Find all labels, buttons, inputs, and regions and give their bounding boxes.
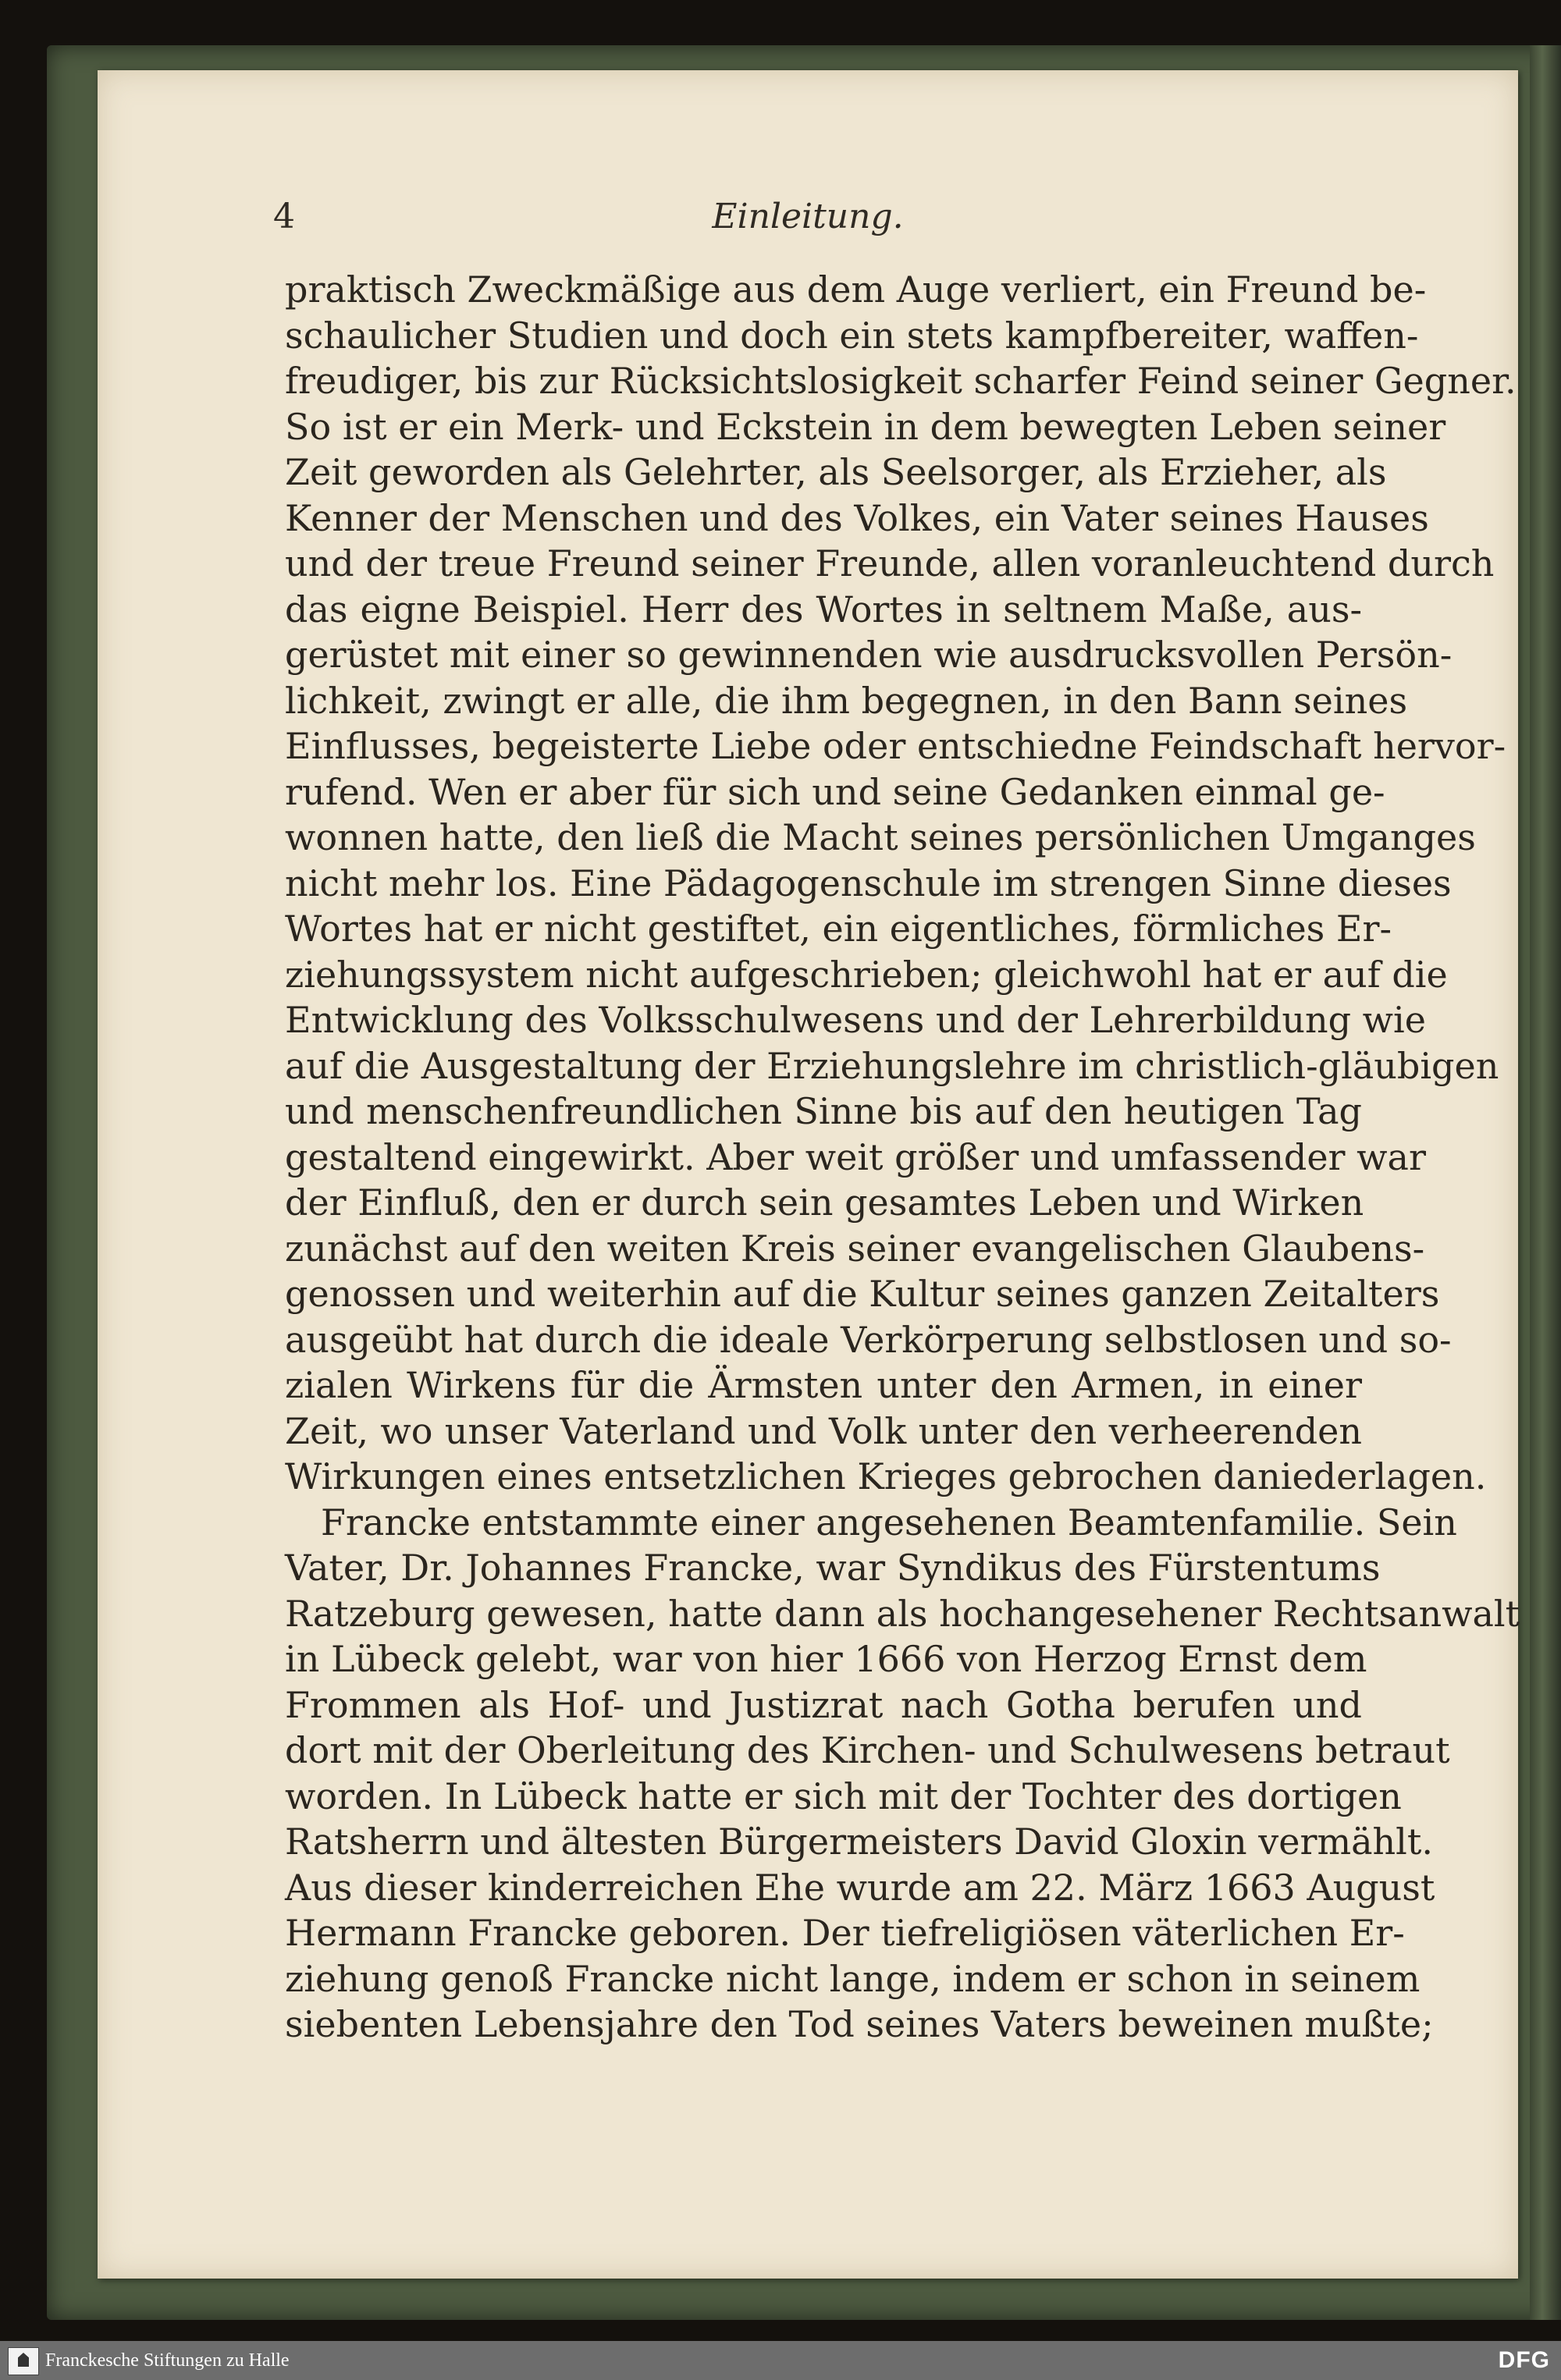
text-line: Aus dieser kinderreichen Ehe wurde am 22. März 1663 August: [285, 1866, 1435, 1909]
text-line: Wirkungen eines entsetzlichen Krieges gebrochen daniederlagen.: [285, 1455, 1487, 1497]
text-line: Vater, Dr. Johannes Francke, war Syndikus des Fürstentums: [285, 1547, 1381, 1589]
dfg-logo: DFG: [1498, 2347, 1550, 2373]
text-line: Kenner der Menschen und des Volkes, ein Vater seines Hauses: [285, 496, 1429, 539]
text-line: Zeit, wo unser Vaterland und Volk unter den verheerenden: [285, 1409, 1362, 1452]
text-line: Entwicklung des Volksschulwesens und der Lehrerbildung wie: [285, 999, 1426, 1041]
text-line: worden. In Lübeck hatte er sich mit der Tochter des dortigen: [285, 1774, 1402, 1817]
book-page: [98, 70, 1518, 2279]
text-line: praktisch Zweckmäßige aus dem Auge verliert, ein Freund be-: [285, 268, 1427, 311]
text-line: gestaltend eingewirkt. Aber weit größer und umfassender war: [285, 1135, 1426, 1178]
text-line: dort mit der Oberleitung des Kirchen- und Schulwesens betraut: [285, 1729, 1450, 1771]
text-line: Ratsherrn und ältesten Bürgermeisters David Gloxin vermählt.: [285, 1821, 1433, 1863]
text-line: der Einfluß, den er durch sein gesamtes Leben und Wirken: [285, 1181, 1364, 1224]
text-line: rufend. Wen er aber für sich und seine Gedanken einmal ge-: [285, 770, 1385, 813]
text-line: Wortes hat er nicht gestiftet, ein eigentliches, förmliches Er-: [285, 908, 1392, 950]
text-line: Francke entstammte einer angesehenen Beamtenfamilie. Sein: [321, 1501, 1457, 1543]
text-line: So ist er ein Merk- und Eckstein in dem bewegten Leben seiner: [285, 405, 1446, 448]
text-line: und menschenfreundlichen Sinne bis auf den heutigen Tag: [285, 1090, 1362, 1132]
text-line: ziehungssystem nicht aufgeschrieben; gleichwohl hat er auf die: [285, 953, 1448, 996]
institution-name: Franckesche Stiftungen zu Halle: [45, 2350, 290, 2371]
text-line: siebenten Lebensjahre den Tod seines Vaters beweinen mußte;: [285, 2003, 1434, 2045]
text-line: Hermann Francke geboren. Der tiefreligiösen väterlichen Er-: [285, 1912, 1405, 1954]
running-head: [98, 197, 1518, 243]
text-line: genossen und weiterhin auf die Kultur seines ganzen Zeitalters: [285, 1273, 1440, 1315]
text-line: zialen Wirkens für die Ärmsten unter den Armen, in einer: [285, 1364, 1362, 1406]
text-line: freudiger, bis zur Rücksichtslosigkeit scharfer Feind seiner Gegner.: [285, 360, 1517, 402]
book-spine-edge: [1530, 45, 1561, 2320]
text-line: und der treue Freund seiner Freunde, allen voranleuchtend durch: [285, 542, 1495, 584]
text-line: Frommen als Hof- und Justizrat nach Gotha berufen und: [285, 1683, 1362, 1726]
viewer-footer-bar: [0, 2341, 1561, 2380]
text-line: schaulicher Studien und doch ein stets kampfbereiter, waffen-: [285, 314, 1419, 357]
body-text: [285, 267, 1520, 2048]
text-line: Einflusses, begeisterte Liebe oder entschiedne Feindschaft hervor-: [285, 725, 1506, 767]
text-line: ziehung genoß Francke nicht lange, indem er schon in seinem: [285, 1957, 1421, 2000]
text-line: das eigne Beispiel. Herr des Wortes in seltnem Maße, aus-: [285, 588, 1362, 631]
text-line: auf die Ausgestaltung der Erziehungslehre im christlich-gläubigen: [285, 1044, 1499, 1087]
text-line: zunächst auf den weiten Kreis seiner evangelischen Glaubens-: [285, 1227, 1425, 1270]
text-line: Zeit geworden als Gelehrter, als Seelsorger, als Erzieher, als: [285, 451, 1387, 493]
text-line: in Lübeck gelebt, war von hier 1666 von Herzog Ernst dem: [285, 1638, 1367, 1680]
running-title: Einleitung.: [712, 197, 904, 236]
text-line: wonnen hatte, den ließ die Macht seines persönlichen Umganges: [285, 816, 1476, 858]
text-line: nicht mehr los. Eine Pädagogenschule im strengen Sinne dieses: [285, 861, 1452, 904]
text-line: ausgeübt hat durch die ideale Verkörperung selbstlosen und so-: [285, 1318, 1452, 1361]
institution-logo-icon: [8, 2347, 39, 2375]
page-number: 4: [273, 197, 295, 236]
text-line: lichkeit, zwingt er alle, die ihm begegnen, in den Bann seines: [285, 679, 1408, 722]
text-line: Ratzeburg gewesen, hatte dann als hochangesehener Rechtsanwalt: [285, 1592, 1520, 1635]
text-line: gerüstet mit einer so gewinnenden wie ausdrucksvollen Persön-: [285, 634, 1453, 676]
